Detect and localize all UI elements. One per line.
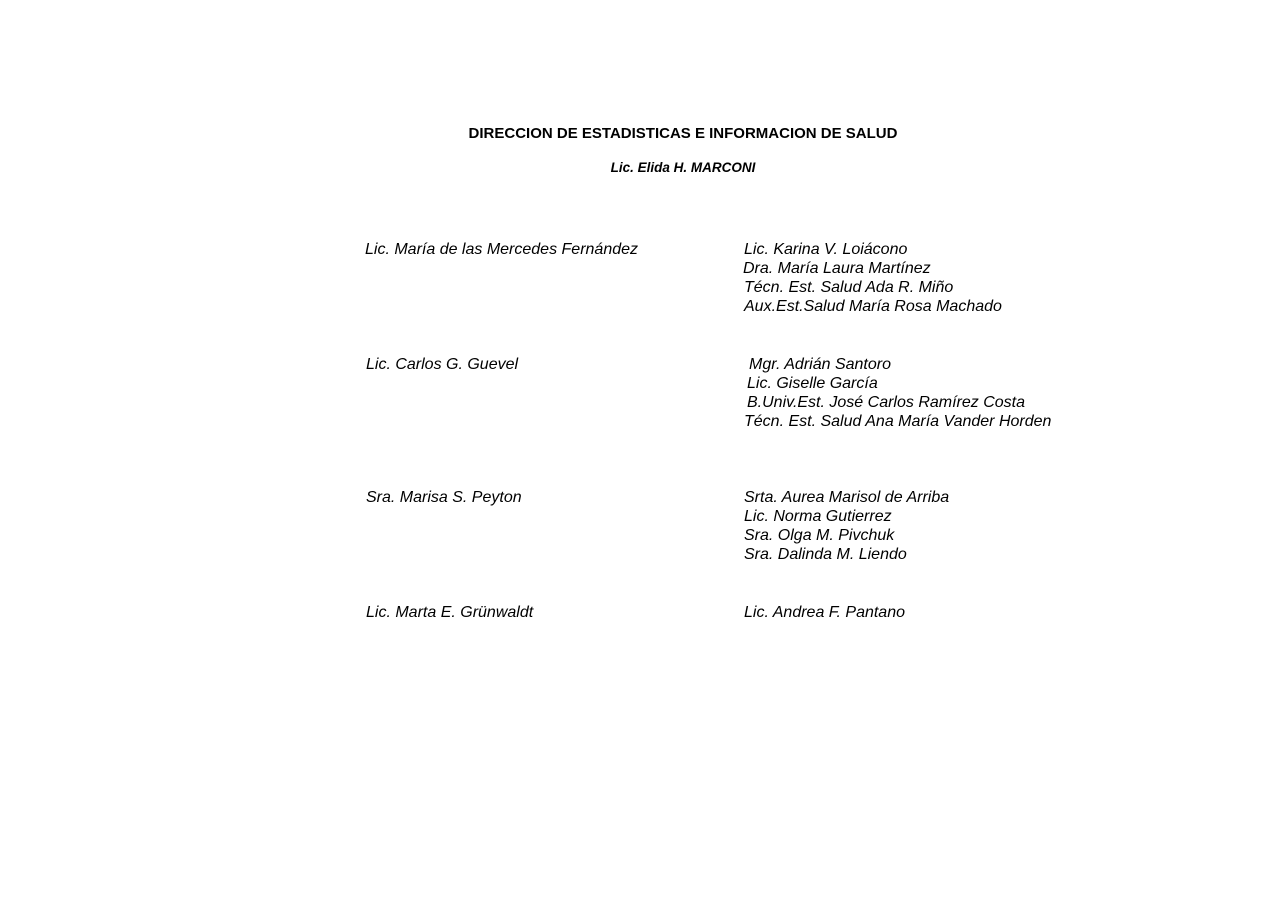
member-name: Aux.Est.Salud María Rosa Machado xyxy=(744,298,1002,315)
member-name: Técn. Est. Salud Ana María Vander Horden xyxy=(744,413,1052,430)
member-name: Lic. Karina V. Loiácono xyxy=(744,241,908,258)
section-member-list xyxy=(744,488,949,564)
section-head-name: Sra. Marisa S. Peyton xyxy=(366,489,522,506)
document-title: DIRECCION DE ESTADISTICAS E INFORMACION DE SALUD xyxy=(468,125,898,142)
section-head-name: Lic. María de las Mercedes Fernández xyxy=(365,241,639,258)
section-member-list xyxy=(744,240,1002,316)
member-name: Mgr. Adrián Santoro xyxy=(749,356,891,373)
member-name: Dra. María Laura Martínez xyxy=(743,260,931,277)
section-head-name: Lic. Marta E. Grünwaldt xyxy=(366,604,534,621)
member-name: Lic. Giselle García xyxy=(747,375,878,392)
member-name: B.Univ.Est. José Carlos Ramírez Costa xyxy=(747,394,1026,411)
member-name: Sra. Dalinda M. Liendo xyxy=(744,546,907,563)
member-name: Lic. Andrea F. Pantano xyxy=(744,604,905,621)
section-member-list xyxy=(744,603,905,622)
member-name: Srta. Aurea Marisol de Arriba xyxy=(744,489,950,506)
member-name: Sra. Olga M. Pivchuk xyxy=(744,527,895,544)
director-name: Lic. Elida H. MARCONI xyxy=(610,160,756,175)
section-member-list xyxy=(744,355,1051,431)
member-name: Lic. Norma Gutierrez xyxy=(744,508,892,525)
section-head-name: Lic. Carlos G. Guevel xyxy=(366,356,519,373)
member-name: Técn. Est. Salud Ada R. Miño xyxy=(744,279,954,296)
